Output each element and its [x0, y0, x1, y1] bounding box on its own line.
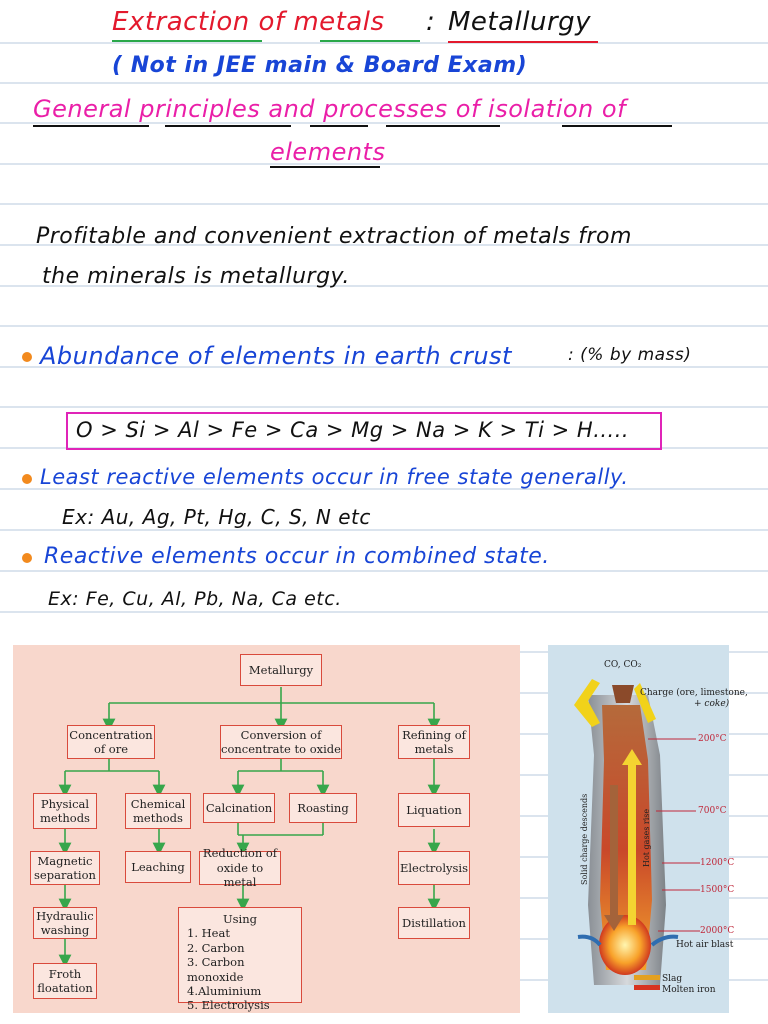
heading-underline-green: [112, 40, 262, 42]
label-200c: 200°C: [698, 734, 727, 744]
node-chemical: Chemical methods: [125, 793, 191, 829]
section-title-line2: elements: [270, 138, 386, 166]
bullet-dot: [22, 553, 32, 563]
title-underline-3: [310, 125, 368, 127]
heading-underline-green-2: [320, 40, 420, 42]
node-hydraulic: Hydraulic washing: [33, 907, 97, 939]
node-froth: Froth floatation: [33, 963, 97, 999]
bullet-reactive: Reactive elements occur in combined state.: [44, 544, 550, 569]
node-concentration: Concentration of ore: [67, 725, 155, 759]
title-underline-5: [562, 125, 672, 127]
definition-line2: the minerals is metallurgy.: [42, 264, 350, 289]
furnace-fire: [599, 915, 651, 975]
bullet-least-reactive: Least reactive elements occur in free state generally.: [40, 465, 629, 489]
node-liquation: Liquation: [398, 793, 470, 827]
heading-part1: Extraction of metals: [112, 7, 385, 37]
iron-outlet: [634, 985, 660, 990]
node-magnetic: Magnetic separation: [30, 851, 100, 885]
definition-line1: Profitable and convenient extraction of metals from: [36, 224, 632, 249]
abundance-order: O > Si > Al > Fe > Ca > Mg > Na > K > Ti > H.....: [76, 418, 630, 442]
node-electrolysis: Electrolysis: [398, 851, 470, 885]
example-reactive: Ex: Fe, Cu, Al, Pb, Na, Ca etc.: [48, 588, 342, 610]
heading-colon: :: [426, 7, 436, 37]
node-conversion: Conversion of concentrate to oxide: [220, 725, 342, 759]
label-1200c: 1200°C: [700, 858, 735, 868]
using-item: 4.Aluminium: [187, 983, 262, 998]
heading-underline-red: [448, 41, 598, 43]
node-calcination: Calcination: [203, 793, 275, 823]
node-roasting: Roasting: [289, 793, 357, 823]
blast-furnace-diagram: [548, 645, 748, 1013]
using-item: 1. Heat: [187, 926, 230, 941]
node-reduction: Reduction of oxide to metal: [199, 851, 281, 885]
node-distillation: Distillation: [398, 907, 470, 939]
label-air-blast: Hot air blast: [676, 940, 734, 950]
label-descends: Solid charge descends: [580, 793, 589, 885]
bullet-dot: [22, 474, 32, 484]
section-title-line1: General principles and processes of isolation of: [33, 95, 627, 123]
node-refining: Refining of metals: [398, 725, 470, 759]
title-underline-6: [270, 166, 380, 168]
example-least-reactive: Ex: Au, Ag, Pt, Hg, C, S, N etc: [62, 505, 371, 529]
label-coke: + coke): [694, 699, 730, 709]
bullet-abundance: Abundance of elements in earth crust: [40, 342, 512, 370]
using-item: 3. Carbon monoxide: [187, 955, 245, 984]
node-leaching: Leaching: [125, 851, 191, 883]
heading-part2: Metallurgy: [448, 7, 592, 37]
node-physical: Physical methods: [33, 793, 97, 829]
label-2000c: 2000°C: [700, 926, 735, 936]
metallurgy-flowchart: [13, 645, 520, 1013]
exam-note: ( Not in JEE main & Board Exam): [112, 53, 528, 78]
slag-outlet: [634, 975, 660, 980]
using-title: Using: [222, 912, 258, 926]
node-using: [178, 907, 302, 1013]
title-underline-2: [165, 125, 291, 127]
title-underline-4: [386, 125, 500, 127]
bullet-abundance-suffix: : (% by mass): [568, 345, 692, 365]
label-rise: Hot gases rise: [642, 808, 651, 867]
label-gases: CO, CO₂: [604, 660, 642, 670]
label-molten-iron: Molten iron: [662, 985, 716, 995]
using-item: 2. Carbon: [187, 940, 245, 955]
bullet-dot: [22, 352, 32, 362]
label-charge: Charge (ore, limestone,: [640, 688, 748, 698]
node-metallurgy: Metallurgy: [240, 654, 322, 686]
label-1500c: 1500°C: [700, 885, 735, 895]
title-underline-1: [33, 125, 149, 127]
label-slag: Slag: [662, 974, 683, 984]
using-item: 5. Electrolysis: [187, 998, 270, 1013]
label-700c: 700°C: [698, 806, 727, 816]
